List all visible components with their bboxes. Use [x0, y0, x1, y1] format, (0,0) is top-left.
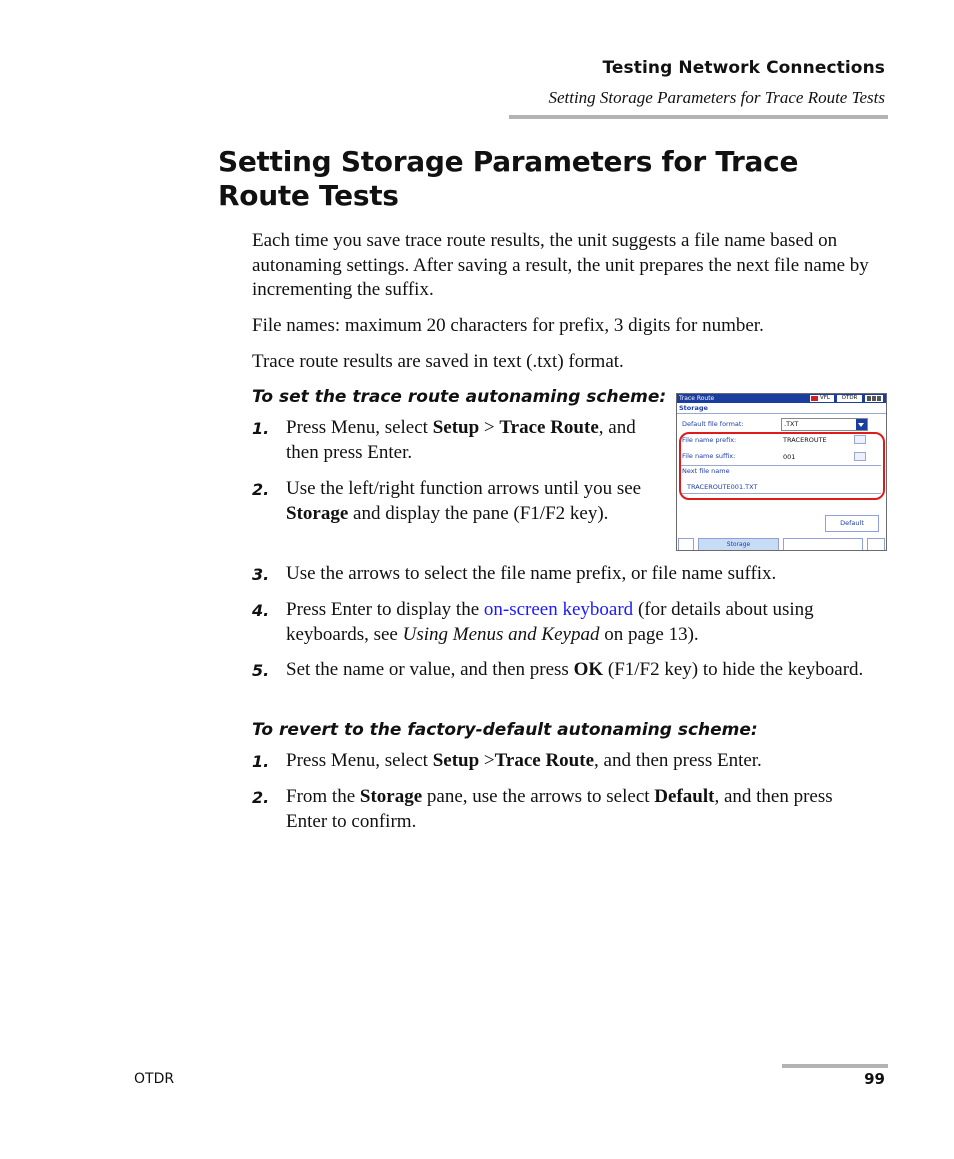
footer-product: OTDR [134, 1071, 175, 1087]
step-item [252, 477, 642, 552]
otdr-status: OTDR [837, 395, 862, 402]
default-button[interactable]: Default [825, 515, 879, 532]
step-item [252, 416, 642, 466]
step-number: 5. [252, 661, 270, 680]
tab-more[interactable] [867, 538, 885, 551]
step-text: Press Enter to display the on-screen keyboard (for details about using keyboards, see Using Menus and Keypad on page 13). [286, 599, 814, 645]
prefix-field[interactable]: TRACEROUTE [783, 436, 827, 444]
step-text: Set the name or value, and then press OK (F1/F2 key) to hide the keyboard. [286, 659, 864, 680]
default-format-dropdown[interactable] [781, 418, 868, 431]
header-section-title: Setting Storage Parameters for Trace Route Tests [548, 88, 885, 107]
step-number: 3. [252, 565, 270, 584]
step-number: 4. [252, 601, 270, 620]
step-text: From the Storage pane, use the arrows to select Default, and then press Enter to confirm. [286, 786, 833, 832]
default-format-label: Default file format: [682, 420, 744, 428]
window-title: Trace Route [679, 395, 715, 402]
vfl-status: VFL [810, 395, 834, 402]
filename-limits-paragraph: File names: maximum 20 characters for prefix, 3 digits for number. [252, 315, 764, 336]
procedure-heading: To revert to the factory-default autonaming scheme: [252, 720, 758, 740]
device-status-icon [865, 395, 883, 402]
step-text: Use the left/right function arrows until you see Storage and display the pane (F1/F2 key). [286, 478, 642, 524]
page-title: Setting Storage Parameters for Trace Route Tests [218, 145, 799, 212]
step-number: 1. [252, 419, 270, 438]
step-number: 2. [252, 788, 270, 807]
highlight-callout [679, 432, 885, 500]
next-file-name-label: Next file name [682, 467, 730, 475]
chevron-down-icon [856, 419, 867, 430]
tab-storage[interactable]: Storage [698, 538, 779, 551]
vfl-indicator-icon [811, 396, 818, 401]
onscreen-keyboard-link[interactable]: on-screen keyboard [483, 599, 634, 620]
suffix-field[interactable]: 001 [783, 453, 796, 461]
step-number: 2. [252, 480, 270, 499]
window-titlebar [677, 394, 886, 403]
intro-paragraph: Each time you save trace route results, the unit suggests a file name based on autonaming settings. After saving a result, the unit prepares the next file name by incrementing the suffix. [252, 230, 869, 300]
step-item [252, 658, 892, 708]
header-chapter-title: Testing Network Connections [602, 58, 885, 78]
tab-prev[interactable] [678, 538, 694, 551]
procedure-heading: To set the trace route autonaming scheme: [252, 387, 667, 407]
step-text: Use the arrows to select the file name prefix, or file name suffix. [286, 563, 777, 584]
header-rule [509, 115, 888, 119]
step-item [252, 785, 892, 835]
footer-rule [782, 1064, 888, 1068]
step-text: Press Menu, select Setup >Trace Route, and then press Enter. [286, 750, 762, 771]
suffix-label: File name suffix: [682, 452, 736, 460]
tab-next[interactable] [783, 538, 863, 551]
pane-title: Storage [679, 404, 708, 412]
step-item [252, 598, 892, 648]
storage-pane-screenshot [676, 393, 887, 551]
step-item [252, 749, 892, 775]
divider [677, 413, 886, 414]
step-item [252, 562, 882, 588]
default-format-value: .TXT [784, 420, 799, 428]
prefix-label: File name prefix: [682, 436, 737, 444]
next-file-name-value: TRACEROUTE001.TXT [687, 483, 758, 491]
step-number: 1. [252, 752, 270, 771]
step-text: Press Menu, select Setup > Trace Route, and then press Enter. [286, 417, 636, 463]
page-number: 99 [864, 1070, 885, 1088]
format-paragraph: Trace route results are saved in text (.txt) format. [252, 351, 624, 372]
